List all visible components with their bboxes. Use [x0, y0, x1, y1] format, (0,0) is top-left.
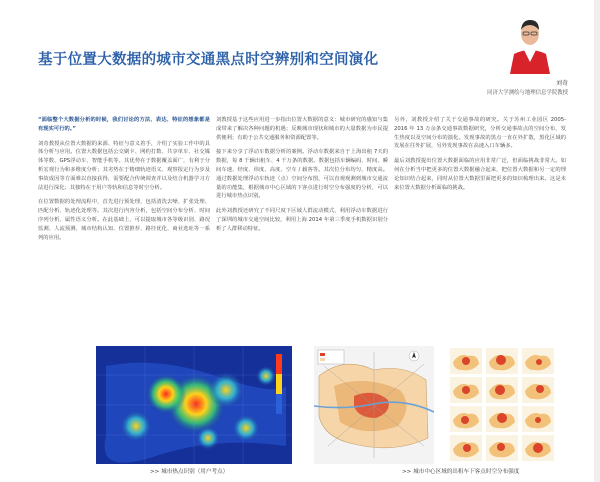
- text-column-middle: [216, 116, 388, 240]
- paragraph: 刘奇教授从位置大数据的来源、特征与意义着手，介绍了实验工作中的具体分析与应用。位置大数据包括公交刷卡、网约打数、共享单车、社交媒体等数、GPS浮动车、智能手机等。其优势在于数据覆盖面广，有利于分析宏观行为和多维度分析；其劣势在于精细轨迹语义、观察报定行为步及事故成因等方面难以直接获得，需要配合传统调查并以及结合机器学习方法进行深化；其独特在于用户等轨和信息等时空分析。: [38, 140, 210, 191]
- author-name: 刘奇: [555, 80, 568, 87]
- paragraph: 在位置数据的处理流程中，首先进行预处理，包括清洗去噪、扩张处理、匹配分析、轨迹化处理等。其次进行内容分析，包括空间分布分析、时间序列分析、属性语义分析。在此基础上，可以提取城市各等级识别、路况监测、人流预测、城市结构认知、位置推荐、路径优化、商业选址等一系列的应用。: [38, 199, 210, 241]
- small-multiples-maps: [448, 346, 558, 464]
- figure-caption-left: >> 城市热点识别（用户考点）: [150, 469, 229, 475]
- author-affiliation: 同济大学测绘与地理信息学院教授: [487, 90, 568, 96]
- page-edge: [594, 0, 600, 482]
- text-column-right: [394, 116, 566, 198]
- text-column-left: [38, 116, 210, 248]
- paragraph: 接下来分享了浮动车数据分析的案例。浮动车数据来自于上海出租 7天的数据，每 8 千辆出租车、4 千万条的数据。数据包括车辆编码、时间、瞬间车速、经度、纬度、高度、空车 / 载客等。其次位分布均匀，精度高。通过数据处理浮动车轨迹（点）空间分布图，可以直观观测到城市交通流量的功能集，根据城市中心区域的下客点进行时空分布强度的分析，可以进行城市热点识别。: [216, 149, 388, 200]
- paragraph: 最后刘教授提出位置大数据面临的应用非常广泛，但面临挑战非常大。如何在分析当中把更多的位置大数据融合起来，把位置大数据和另一定的理论知识结合起来，同时从位置大数据里面把更多的知识梳理出来。这是未来位置大数据分析面临的挑战。: [394, 158, 566, 191]
- author-portrait: [508, 10, 552, 74]
- lead-quote: “面临整个大数据分析的时候，我们讨论的方法、表达、特征的想象都是有现实可行的。”: [38, 117, 210, 132]
- article-title: 基于位置大数据的城市交通黑点时空辨别和空间演化: [38, 52, 379, 68]
- dropoff-map-figure: [314, 346, 434, 464]
- paragraph: 另外，刘教授介绍了关于交通事故的研究。关于苏州工业园区 2005-2016 年 13 万余条交通事故数据研究，分析交通事故点的空间分布，发生热度以及空间分布的演化。发现事故的黑点一直在外扩散，黑化区域的发展在往外扩展，另外发现事故在高速入口车辆多。: [394, 117, 566, 150]
- paragraph: 刘教授基于这些应用进一步指出位置大数据的意义：城市研究的感知与集成带来了解决各种问题的机遇；反映城市现状和城市的大量数据为市民提供便利；有助于公共交通服务和资源配置等。: [216, 117, 388, 141]
- paragraph: 此外刘教授还研究了不同尺度下区域人群流动模式，利用浮动车数据进行了深圳的城市交通空间比较，利用上海 2014 年第三季度手机数据识别分析了人群移动特征。: [216, 208, 388, 232]
- hotspot-heatmap-figure: [96, 346, 292, 464]
- figure-caption-right: >> 城市中心区域的出租车下客点时空分布强度: [402, 469, 520, 475]
